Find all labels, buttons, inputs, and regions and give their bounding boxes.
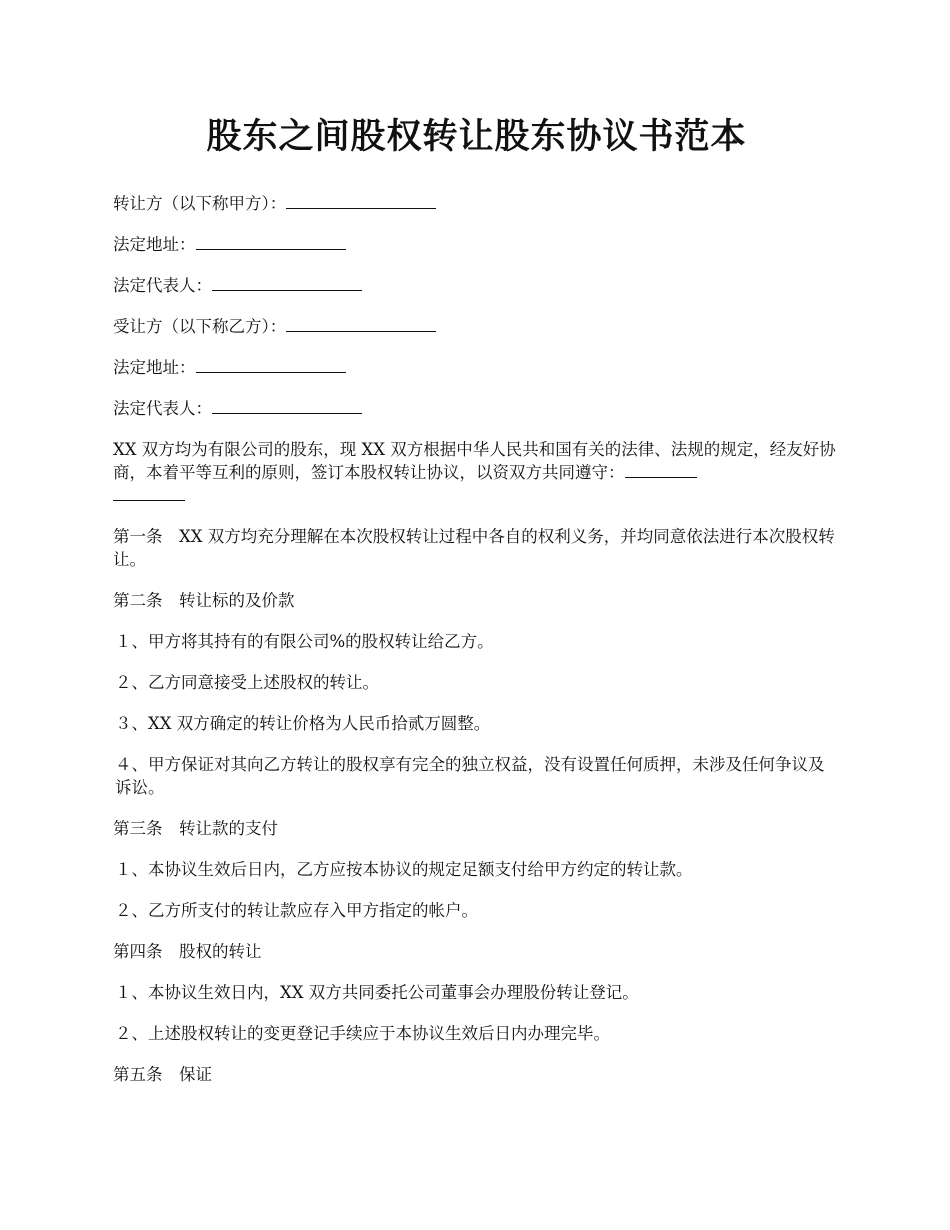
article-3-item-2: ２、乙方所支付的转让款应存入甲方指定的帐户。	[115, 901, 478, 920]
party-field-transferee-representative	[113, 397, 840, 420]
article-5-heading: 第五条 保证	[113, 1065, 212, 1084]
article-2-heading: 第二条 转让标的及价款	[113, 591, 295, 610]
party-field-transferor-address	[113, 233, 840, 256]
article-3-item-1: １、本协议生效后日内，乙方应按本协议的规定足额支付给甲方约定的转让款。	[115, 860, 693, 879]
blank-line	[113, 484, 185, 501]
article-1: 第一条 XX 双方均充分理解在本次股权转让过程中各自的权利义务，并均同意依法进行本次股权转让。	[113, 527, 835, 569]
document-page	[113, 112, 840, 1104]
field-label: 受让方（以下称乙方）：	[113, 317, 287, 336]
article-2-item-1: １、甲方将其持有的有限公司%的股权转让给乙方。	[115, 632, 494, 651]
blank-line	[625, 461, 697, 478]
party-field-transferor	[113, 192, 840, 215]
field-label: 法定代表人：	[113, 276, 212, 295]
blank-line	[212, 397, 362, 414]
article-2-item-2: ２、乙方同意接受上述股权的转让。	[115, 673, 379, 692]
party-field-transferee	[113, 315, 840, 338]
field-label: 法定地址：	[113, 358, 196, 377]
blank-line	[212, 274, 362, 291]
field-label: 转让方（以下称甲方）：	[113, 194, 287, 213]
article-4-heading: 第四条 股权的转让	[113, 942, 262, 961]
article-2-item-3: ３、XX 双方确定的转让价格为人民币拾贰万圆整。	[115, 714, 491, 733]
preamble-paragraph	[113, 438, 840, 507]
blank-line	[286, 192, 436, 209]
blank-line	[196, 233, 346, 250]
field-label: 法定代表人：	[113, 399, 212, 418]
document-title: 股东之间股权转让股东协议书范本	[206, 116, 747, 157]
party-field-transferee-address	[113, 356, 840, 379]
field-label: 法定地址：	[113, 235, 196, 254]
article-4-item-1: １、本协议生效日内，XX 双方共同委托公司董事会办理股份转让登记。	[115, 983, 639, 1002]
blank-line	[286, 315, 436, 332]
article-2-item-4: ４、甲方保证对其向乙方转让的股权享有完全的独立权益，没有设置任何质押，未涉及任何争议及诉讼。	[115, 755, 825, 797]
party-field-transferor-representative	[113, 274, 840, 297]
blank-line	[196, 356, 346, 373]
article-4-item-2: ２、上述股权转让的变更登记手续应于本协议生效后日内办理完毕。	[115, 1024, 610, 1043]
preamble-text: XX 双方均为有限公司的股东，现 XX 双方根据中华人民共和国有关的法律、法规的规定，经友好协商，本着平等互利的原则，签订本股权转让协议，以资双方共同遵守：	[113, 440, 836, 482]
article-3-heading: 第三条 转让款的支付	[113, 819, 278, 838]
